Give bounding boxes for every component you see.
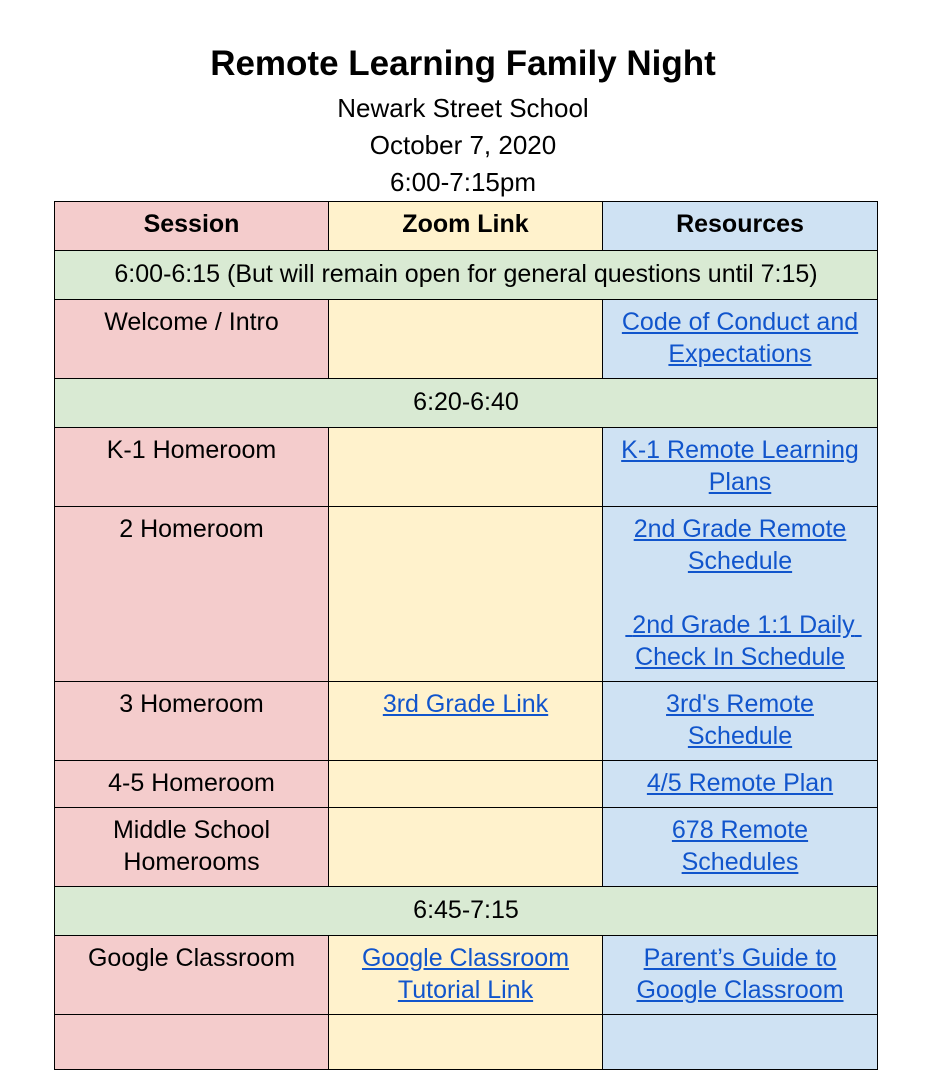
table-header-row [55,202,878,251]
schedule-table [54,201,878,1070]
google-classroom-tutorial-link[interactable]: Google Classroom Tutorial Link [361,944,570,1004]
2nd-grade-daily-check-in-link[interactable]: 2nd Grade 1:1 Daily Check In Schedule [625,611,862,671]
resources-cell [603,507,878,682]
zoom-link-cell [329,936,603,1015]
column-header-zoom-link: Zoom Link [329,202,603,251]
table-row [55,1015,878,1070]
2nd-grade-remote-schedule-link[interactable]: 2nd Grade Remote Schedule [633,515,847,575]
page-title: Remote Learning Family Night [210,44,716,83]
table-row [55,682,878,761]
3rd-grade-zoom-link[interactable]: 3rd Grade Link [382,690,549,718]
zoom-link-cell [329,428,603,507]
session-cell: 3 Homeroom [55,682,329,761]
resources-cell [603,428,878,507]
session-cell: 4-5 Homeroom [55,761,329,808]
k1-remote-learning-plans-link[interactable]: K-1 Remote Learning Plans [621,436,859,496]
event-time: 6:00-7:15pm [390,167,536,197]
table-row [55,808,878,887]
3rd-grade-remote-schedule-link[interactable]: 3rd's Remote Schedule [666,690,814,750]
resources-cell [603,300,878,379]
session-cell: Welcome / Intro [55,300,329,379]
zoom-link-cell [329,808,603,887]
session-cell: Google Classroom [55,936,329,1015]
session-cell: K-1 Homeroom [55,428,329,507]
parents-guide-google-classroom-link[interactable]: Parent’s Guide to Google Classroom [636,944,844,1004]
event-date: October 7, 2020 [369,130,557,160]
zoom-link-cell [329,1015,603,1070]
column-header-resources: Resources [603,202,878,251]
resources-cell [603,1015,878,1070]
session-cell [55,1015,329,1070]
timeslot-row [55,379,878,428]
resources-cell [603,682,878,761]
table-row [55,428,878,507]
zoom-link-cell [329,682,603,761]
timeslot-label: 6:45-7:15 [55,887,878,936]
4-5-remote-plan-link[interactable]: 4/5 Remote Plan [646,769,834,797]
session-cell: Middle School Homerooms [55,808,329,887]
spacer [611,577,869,609]
zoom-link-cell [329,507,603,682]
table-row [55,507,878,682]
table-row [55,761,878,808]
school-name: Newark Street School [337,93,589,123]
code-of-conduct-link[interactable]: Code of Conduct and Expectations [621,308,859,368]
zoom-link-cell [329,300,603,379]
timeslot-label: 6:00-6:15 (But will remain open for general questions until 7:15) [55,251,878,300]
column-header-session: Session [55,202,329,251]
timeslot-label: 6:20-6:40 [55,379,878,428]
timeslot-row [55,887,878,936]
resources-cell [603,761,878,808]
timeslot-row [55,251,878,300]
zoom-link-cell [329,761,603,808]
678-remote-schedules-link[interactable]: 678 Remote Schedules [671,816,809,876]
resources-cell [603,936,878,1015]
resources-cell [603,808,878,887]
table-row [55,300,878,379]
session-cell: 2 Homeroom [55,507,329,682]
table-row [55,936,878,1015]
